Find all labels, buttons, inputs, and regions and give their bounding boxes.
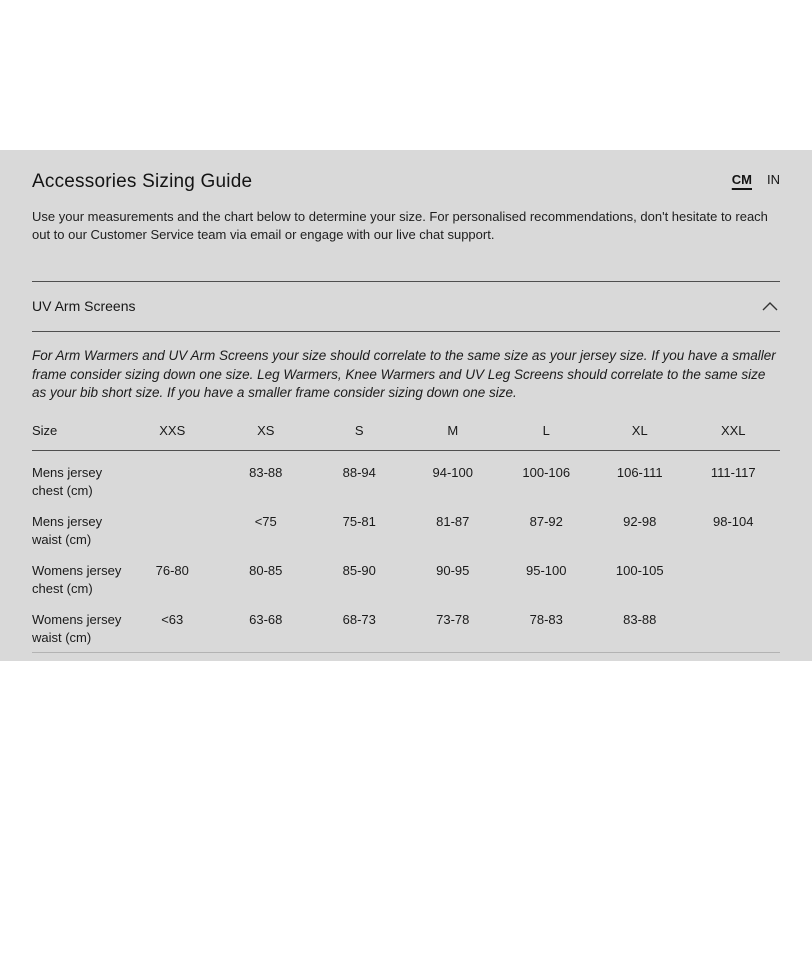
unit-cm-button[interactable]: CM bbox=[731, 172, 752, 187]
cell: 94-100 bbox=[432, 464, 473, 480]
cell: 98-104 bbox=[713, 513, 754, 529]
col-header-xxl: XXL bbox=[720, 422, 746, 438]
table-row bbox=[32, 450, 780, 500]
cell: <75 bbox=[254, 513, 277, 529]
cell: 111-117 bbox=[710, 464, 756, 480]
cell: 76-80 bbox=[155, 562, 189, 578]
table-row bbox=[32, 598, 780, 647]
row-label: Mens jersey waist (cm) bbox=[32, 513, 103, 547]
section-header-uv-arm-screens[interactable] bbox=[32, 282, 780, 331]
unit-in-button[interactable]: IN bbox=[767, 172, 780, 187]
divider bbox=[32, 331, 780, 332]
sizing-table bbox=[32, 419, 780, 647]
cell bbox=[687, 549, 781, 598]
col-header-xl: XL bbox=[631, 422, 648, 438]
cell: <63 bbox=[161, 611, 184, 627]
cell bbox=[126, 450, 220, 500]
col-header-m: M bbox=[447, 422, 459, 438]
cell: 85-90 bbox=[342, 562, 376, 578]
section-title: UV Arm Screens bbox=[32, 298, 136, 314]
cell bbox=[687, 598, 781, 647]
row-label: Mens jersey chest (cm) bbox=[32, 464, 103, 498]
cell: 73-78 bbox=[436, 611, 470, 627]
cell: 83-88 bbox=[623, 611, 657, 627]
unit-toggle bbox=[732, 172, 780, 187]
col-header-xxs: XXS bbox=[159, 422, 186, 438]
cell: 63-68 bbox=[249, 611, 283, 627]
cell: 92-98 bbox=[623, 513, 657, 529]
row-label: Womens jersey chest (cm) bbox=[32, 562, 122, 596]
cell: 100-106 bbox=[522, 464, 571, 480]
cell: 75-81 bbox=[342, 513, 376, 529]
cell: 80-85 bbox=[249, 562, 283, 578]
chevron-up-icon bbox=[762, 302, 778, 311]
col-header-s: S bbox=[354, 422, 364, 438]
divider-light bbox=[32, 652, 780, 653]
page-title: Accessories Sizing Guide bbox=[32, 171, 253, 192]
cell: 106-111 bbox=[616, 464, 663, 480]
section-note: For Arm Warmers and UV Arm Screens your size should correlate to the same size as your jersey size. If you have a smaller frame consider sizing down one size. Leg Warmers, Knee Warmers and UV Leg Screens should correlate to the same size as your bib short size. If you have a smaller frame consider sizing down one size. bbox=[32, 348, 776, 400]
col-header-l: L bbox=[542, 422, 550, 438]
intro-text: Use your measurements and the chart below to determine your size. For personalised recommendations, don't hesitate to reach out to our Customer Service team via email or engage with our live chat support. bbox=[32, 209, 768, 242]
cell: 68-73 bbox=[342, 611, 376, 627]
panel-header bbox=[32, 171, 780, 193]
cell: 81-87 bbox=[436, 513, 470, 529]
cell: 90-95 bbox=[436, 562, 470, 578]
header-row bbox=[32, 419, 780, 451]
cell: 78-83 bbox=[529, 611, 563, 627]
table-row bbox=[32, 549, 780, 598]
col-header-xs: XS bbox=[257, 422, 275, 438]
cell: 100-105 bbox=[615, 562, 664, 578]
sizing-guide-panel bbox=[0, 150, 812, 661]
sizing-table-header bbox=[32, 419, 780, 451]
cell: 88-94 bbox=[342, 464, 376, 480]
row-label: Womens jersey waist (cm) bbox=[32, 611, 122, 645]
cell bbox=[126, 500, 220, 549]
cell: 83-88 bbox=[249, 464, 283, 480]
table-row bbox=[32, 500, 780, 549]
col-header-size: Size bbox=[32, 422, 58, 438]
cell: 87-92 bbox=[529, 513, 563, 529]
cell: 95-100 bbox=[526, 562, 567, 578]
